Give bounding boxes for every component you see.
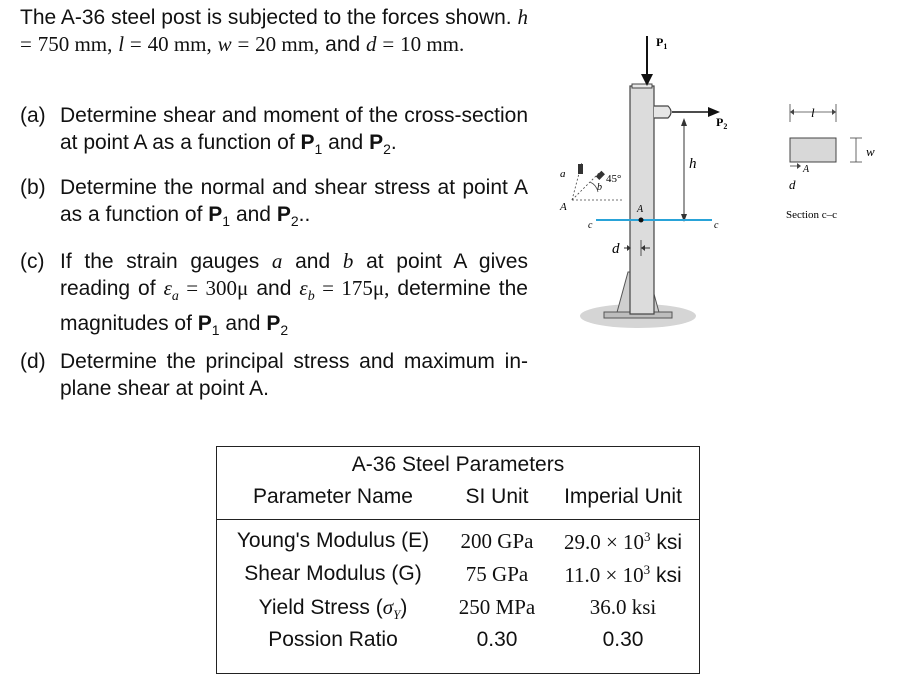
section-point-a-label: A <box>803 164 810 175</box>
p1-symbol: $P_1$ <box>197 312 220 339</box>
gauge-b <box>596 171 605 180</box>
param-imperial: 0.30 <box>602 628 644 651</box>
part-c-label: (c) <box>20 250 45 273</box>
d-label: d <box>612 241 620 257</box>
gauge-a <box>578 164 583 174</box>
p1-symbol: $P_1$ <box>300 131 323 158</box>
part-b-label: (b) <box>20 176 46 199</box>
part-d <box>20 348 528 402</box>
header-si-unit: SI Unit <box>465 485 529 508</box>
intro-text: The A-36 steel post is subjected to the forces shown. <box>20 6 512 29</box>
param-name: Young's Modulus (E) <box>236 529 430 552</box>
part-a: (a) Determine shear and moment of the cross-section at point A as a function of $P_1$ and $P_2$. <box>20 104 528 158</box>
w-symbol: w <box>217 32 232 56</box>
param-si: 250 MPa <box>458 595 536 619</box>
point-a-dot <box>639 218 644 223</box>
gauge-a-label: a <box>560 168 566 180</box>
part-a-label: (a) <box>20 104 46 127</box>
p1-symbol: $P_1$ <box>208 203 231 230</box>
header-imperial-unit: Imperial Unit <box>564 485 682 508</box>
strain-a: $\varepsilon_a = 300\mu$ <box>163 276 249 305</box>
gauge-a-symbol: a <box>271 249 283 273</box>
table-row <box>217 595 699 627</box>
strain-b: $\varepsilon_b = 175\mu$, <box>299 276 390 305</box>
strain-gauge-detail <box>559 162 622 213</box>
gauge-b-symbol: b <box>342 249 354 273</box>
w-label: w <box>866 144 875 159</box>
part-d-text: Determine the principal stress and maximum in-plane shear at point A. <box>60 350 528 400</box>
part-b-text: Determine the normal and shear stress at point A as a function of <box>60 176 528 226</box>
steel-parameters-table <box>216 446 700 674</box>
problem-intro: The A-36 steel post is subjected to the forces shown. h = 750 mm, l = 40 mm, w = 20 mm, and d = 10 mm. <box>20 5 528 56</box>
table-row <box>217 562 699 594</box>
part-b: (b) Determine the normal and shear stress at point A as a function of $P_1$ and $P_2$.. <box>20 176 528 230</box>
w-value: 20 mm, <box>255 32 320 56</box>
d-value: 10 mm. <box>400 32 465 56</box>
table-title-row <box>217 453 699 485</box>
bracket <box>654 106 671 118</box>
h-label: h <box>689 156 697 172</box>
c-right-label: c <box>714 220 719 231</box>
l-symbol: l <box>118 32 125 56</box>
gauge-point-a-label: A <box>560 201 567 213</box>
param-name: Possion Ratio <box>268 628 398 651</box>
steel-post-figure <box>545 20 875 340</box>
cross-section-detail <box>786 104 875 221</box>
p2-symbol: $P_2$ <box>276 203 299 230</box>
l-label: l <box>811 105 815 120</box>
h-value: 750 mm, <box>37 32 113 56</box>
post <box>630 86 654 314</box>
header-parameter-name: Parameter Name <box>253 485 413 508</box>
c-left-label: c <box>588 220 593 231</box>
section-caption: Section c–c <box>786 209 838 221</box>
d-symbol: d <box>366 32 377 56</box>
table-title: A-36 Steel Parameters <box>351 453 565 476</box>
angle-label: 45° <box>606 173 622 185</box>
part-d-label: (d) <box>20 350 46 373</box>
post-cap <box>632 84 652 88</box>
p2-symbol: $P_2$ <box>266 312 289 339</box>
l-value: 40 mm, <box>147 32 212 56</box>
param-si: 200 GPa <box>460 529 534 553</box>
table-row <box>217 628 699 660</box>
header-divider <box>217 519 699 520</box>
p2-symbol: $P_2$ <box>369 131 391 158</box>
problem-statement <box>20 4 528 400</box>
param-imperial: $29.0 \times 10^3$ ksi <box>563 529 683 554</box>
param-imperial: 36.0 ksi <box>589 595 657 619</box>
param-name: Yield Stress $(\sigma_Y)$ <box>258 595 408 623</box>
param-si: 0.30 <box>476 628 518 651</box>
and-word: and <box>325 33 361 56</box>
point-a-label: A <box>637 204 644 215</box>
param-name: Shear Modulus (G) <box>244 562 422 585</box>
gauge-b-label: b <box>597 182 602 193</box>
h-symbol: h <box>517 5 528 29</box>
table-row <box>217 529 699 561</box>
param-imperial: $11.0 \times 10^3$ ksi <box>564 562 682 587</box>
table-header-row <box>217 485 699 517</box>
p1-label: $P_1$ <box>656 35 668 51</box>
section-d-label: d <box>789 177 796 192</box>
part-a-text: Determine shear and moment of the cross-section at point A as a function of <box>60 104 528 154</box>
p2-label: $P_2$ <box>716 115 728 131</box>
part-c: (c) If the strain gauges a and b at point A gives reading of $\varepsilon_a = 300\mu$ and $\varepsilon_b = 175\mu$, determine the magnitudes of $P_1$ and $P_2$ <box>20 249 528 339</box>
param-si: 75 GPa <box>465 562 529 586</box>
section-rectangle <box>790 138 836 162</box>
